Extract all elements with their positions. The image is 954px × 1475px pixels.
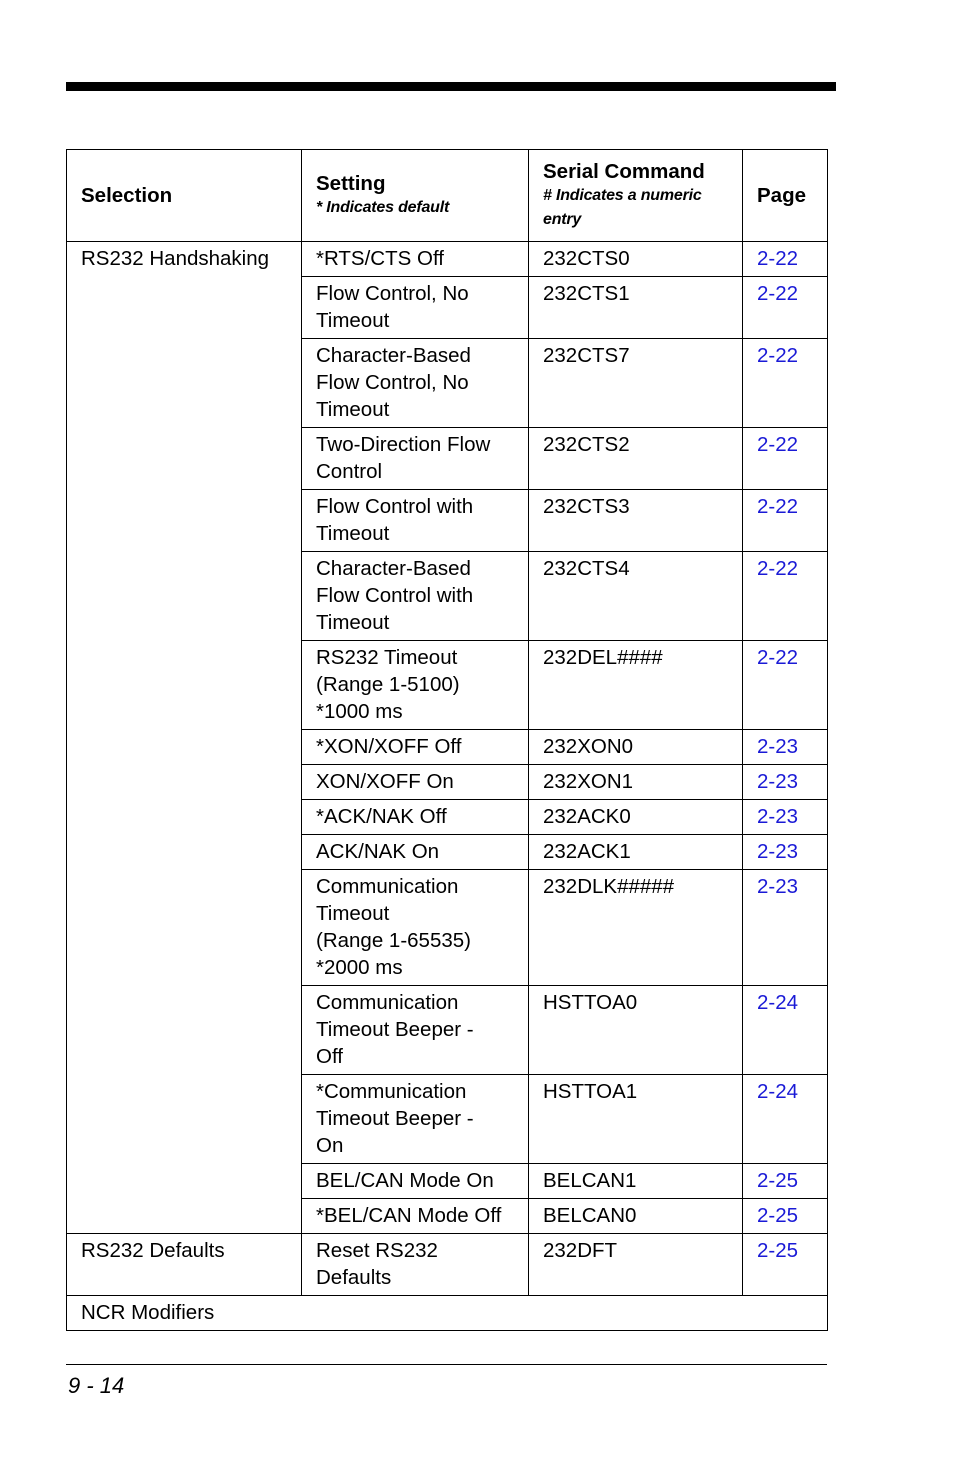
- page-cell: [743, 277, 828, 339]
- page-cell: [743, 1164, 828, 1199]
- table-row: [67, 1234, 828, 1296]
- serial-command-cell: 232CTS7: [529, 339, 743, 428]
- page-cell: [743, 1199, 828, 1234]
- top-rule: [66, 82, 836, 91]
- page-link[interactable]: 2-24: [757, 991, 799, 1014]
- page-cell: [743, 339, 828, 428]
- page-link[interactable]: 2-22: [757, 495, 799, 518]
- serial-command-cell: 232DFT: [529, 1234, 743, 1296]
- page-cell: [743, 765, 828, 800]
- header-setting: Setting * Indicates default: [302, 150, 529, 239]
- setting-cell: Communication Timeout (Range 1-65535) *2000 ms: [302, 870, 529, 986]
- page-cell: [743, 490, 828, 552]
- serial-command-table: [66, 149, 828, 1331]
- section-label: NCR Modifiers: [67, 1296, 828, 1331]
- header-setting-note: * Indicates default: [316, 198, 450, 216]
- page-cell: [743, 986, 828, 1075]
- page-cell: [743, 730, 828, 765]
- serial-command-cell: 232ACK1: [529, 835, 743, 870]
- page-link[interactable]: 2-25: [757, 1239, 799, 1262]
- page-link[interactable]: 2-22: [757, 247, 799, 270]
- table-header-row: [67, 150, 828, 239]
- setting-cell: RS232 Timeout (Range 1-5100) *1000 ms: [302, 641, 529, 730]
- page-link[interactable]: 2-23: [757, 770, 799, 793]
- page-link[interactable]: 2-22: [757, 646, 799, 669]
- setting-cell: Communication Timeout Beeper - Off: [302, 986, 529, 1075]
- serial-command-cell: BELCAN0: [529, 1199, 743, 1234]
- setting-cell: Flow Control, No Timeout: [302, 277, 529, 339]
- page-link[interactable]: 2-23: [757, 805, 799, 828]
- serial-command-cell: 232CTS3: [529, 490, 743, 552]
- serial-command-cell: 232ACK0: [529, 800, 743, 835]
- header-page: Page: [743, 150, 828, 239]
- serial-command-cell: 232CTS4: [529, 552, 743, 641]
- serial-command-cell: HSTTOA0: [529, 986, 743, 1075]
- serial-command-cell: 232CTS1: [529, 277, 743, 339]
- page-link[interactable]: 2-22: [757, 433, 799, 456]
- page-link[interactable]: 2-22: [757, 557, 799, 580]
- page-number: 9 - 14: [68, 1373, 125, 1398]
- setting-cell: Character-Based Flow Control, No Timeout: [302, 339, 529, 428]
- page-cell: [743, 242, 828, 277]
- page-cell: [743, 641, 828, 730]
- page-cell: [743, 870, 828, 986]
- page-cell: [743, 428, 828, 490]
- page-cell: [743, 1234, 828, 1296]
- selection-cell: RS232 Handshaking: [67, 242, 302, 1234]
- setting-cell: Character-Based Flow Control with Timeout: [302, 552, 529, 641]
- page-link[interactable]: 2-23: [757, 735, 799, 758]
- serial-command-cell: 232XON1: [529, 765, 743, 800]
- table-row: [67, 242, 828, 277]
- setting-cell: ACK/NAK On: [302, 835, 529, 870]
- page-link[interactable]: 2-23: [757, 840, 799, 863]
- page-cell: [743, 552, 828, 641]
- header-selection: Selection: [67, 150, 302, 239]
- serial-command-cell: HSTTOA1: [529, 1075, 743, 1164]
- setting-cell: *ACK/NAK Off: [302, 800, 529, 835]
- page-cell: [743, 1075, 828, 1164]
- section-row: [67, 1296, 828, 1331]
- setting-cell: Two-Direction Flow Control: [302, 428, 529, 490]
- header-serial-command: Serial Command # Indicates a numeric entry: [529, 150, 743, 239]
- setting-cell: *RTS/CTS Off: [302, 242, 529, 277]
- serial-command-cell: 232XON0: [529, 730, 743, 765]
- page-link[interactable]: 2-23: [757, 875, 799, 898]
- page-link[interactable]: 2-25: [757, 1169, 799, 1192]
- serial-command-cell: 232DEL####: [529, 641, 743, 730]
- setting-cell: Flow Control with Timeout: [302, 490, 529, 552]
- setting-cell: *Communication Timeout Beeper - On: [302, 1075, 529, 1164]
- serial-command-cell: 232DLK#####: [529, 870, 743, 986]
- page-link[interactable]: 2-25: [757, 1204, 799, 1227]
- serial-command-cell: BELCAN1: [529, 1164, 743, 1199]
- serial-command-cell: 232CTS0: [529, 242, 743, 277]
- setting-cell: Reset RS232 Defaults: [302, 1234, 529, 1296]
- page-cell: [743, 800, 828, 835]
- setting-cell: *XON/XOFF Off: [302, 730, 529, 765]
- page-cell: [743, 835, 828, 870]
- page-link[interactable]: 2-22: [757, 282, 799, 305]
- footer-rule: [66, 1364, 827, 1365]
- page-link[interactable]: 2-22: [757, 344, 799, 367]
- setting-cell: *BEL/CAN Mode Off: [302, 1199, 529, 1234]
- serial-command-cell: 232CTS2: [529, 428, 743, 490]
- page-link[interactable]: 2-24: [757, 1080, 799, 1103]
- setting-cell: XON/XOFF On: [302, 765, 529, 800]
- selection-cell: RS232 Defaults: [67, 1234, 302, 1296]
- header-serial-note: # Indicates a numeric entry: [543, 186, 702, 228]
- setting-cell: BEL/CAN Mode On: [302, 1164, 529, 1199]
